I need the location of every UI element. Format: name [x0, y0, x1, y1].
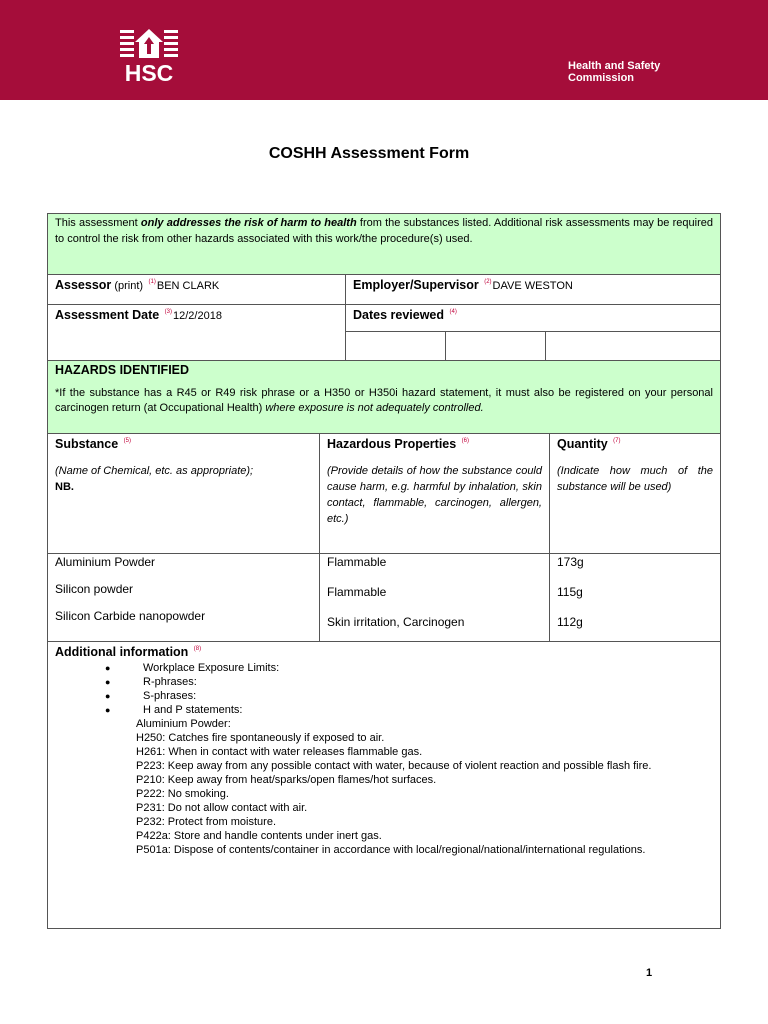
hazards-row	[48, 361, 720, 434]
statement-line: H261: When in contact with water releases flammable gas.	[136, 746, 423, 758]
substance-quantity: 115g	[557, 585, 583, 599]
additional-info-marker: (8)	[193, 645, 202, 652]
org-name-line1: Health and Safety	[568, 60, 661, 72]
properties-header	[320, 434, 550, 553]
substance-label: Substance	[55, 437, 119, 451]
page-title: COSHH Assessment Form	[268, 145, 470, 162]
bullet-icon: ●	[105, 677, 111, 687]
review-date-2[interactable]	[446, 332, 546, 360]
assessment-date-field[interactable]	[48, 305, 346, 360]
review-date-1[interactable]	[346, 332, 446, 360]
substance-hint: (Name of Chemical, etc. as appropriate);	[55, 465, 254, 477]
intro-row	[48, 214, 720, 275]
employer-marker: (2)	[484, 278, 492, 285]
substance-quantity: 173g	[557, 555, 584, 569]
hazards-note	[48, 377, 720, 419]
assessment-date-value: 12/2/2018	[173, 310, 222, 322]
list-item: ● H and P statements:	[105, 704, 243, 716]
assessor-value: BEN CLARK	[156, 280, 220, 292]
substance-name: Silicon powder	[55, 582, 134, 596]
list-item: ● S-phrases:	[105, 690, 197, 702]
hazards-note-main: *If the substance has a R45 or R49 risk phrase or a H350 or H350i hazard statement, it must also be registered on your personal carcinogen return (at Occupational Health)	[55, 387, 713, 414]
statement-line: P223: Keep away from any possible contact with water, because of violent reaction and possible flash fire.	[136, 760, 652, 772]
assessment-date-label: Assessment Date	[55, 308, 160, 322]
statement-line: Aluminium Powder:	[136, 718, 231, 730]
quantity-header	[550, 434, 720, 553]
statement-line: P422a: Store and handle contents under inert gas.	[136, 830, 382, 842]
statement-line: P501a: Dispose of contents/container in accordance with local/regional/national/international regulations.	[136, 844, 646, 856]
assessment-date-marker: (3)	[164, 308, 173, 315]
assessor-label: Assessor	[55, 278, 112, 292]
substance-quantity: 112g	[557, 615, 583, 629]
substance-nb: NB.	[55, 481, 74, 493]
organization-name	[568, 60, 688, 84]
h-p-statements	[55, 717, 720, 857]
substance-header	[48, 434, 320, 553]
dates-reviewed-label: Dates reviewed	[353, 308, 445, 322]
dates-reviewed-marker: (4)	[449, 308, 457, 315]
statement-line: H250: Catches fire spontaneously if exposed to air.	[136, 732, 385, 744]
additional-info-label: Additional information	[55, 645, 189, 659]
hazards-title: HAZARDS IDENTIFIED	[55, 363, 190, 377]
quantity-hint: (Indicate how much of the substance will be used)	[557, 465, 713, 493]
list-item: ● Workplace Exposure Limits:	[105, 662, 280, 674]
bullet-icon: ●	[105, 663, 111, 673]
intro-text-2: from the substances listed. Additional risk assessments may be required to control the risk from other hazards associated with this work/the procedure(s) used.	[55, 217, 713, 245]
logo-text: HSC	[124, 60, 174, 86]
substance-name: Aluminium Powder	[55, 555, 156, 569]
statement-line: P231: Do not allow contact with air.	[136, 802, 308, 814]
bullet-icon: ●	[105, 705, 111, 715]
assessor-row	[48, 275, 720, 305]
substance-properties[interactable]	[320, 554, 550, 641]
statement-line: P222: No smoking.	[136, 788, 229, 800]
org-name-line2: Commission	[568, 72, 635, 84]
assessor-field[interactable]	[48, 275, 346, 304]
employer-label: Employer/Supervisor	[353, 278, 479, 292]
list-item: ● R-phrases:	[105, 676, 197, 688]
review-date-3[interactable]	[546, 332, 720, 360]
hazards-note-italic: where exposure is not adequately controlled.	[265, 402, 484, 414]
dates-reviewed-section	[346, 305, 720, 360]
dates-row	[48, 305, 720, 361]
substance-names[interactable]	[48, 554, 320, 641]
additional-info-row[interactable]	[48, 642, 720, 928]
employer-value: DAVE WESTON	[492, 280, 573, 292]
substance-property: Flammable	[327, 585, 387, 599]
header-banner	[0, 0, 768, 100]
properties-marker: (6)	[461, 437, 470, 444]
bullet-icon: ●	[105, 691, 111, 701]
quantity-marker: (7)	[613, 437, 621, 444]
additional-info-list	[55, 661, 720, 717]
intro-emphasis: only addresses the risk of harm to health	[140, 217, 357, 229]
substances-row	[48, 554, 720, 642]
assessor-marker: (1)	[148, 278, 156, 285]
coshh-form	[47, 213, 721, 929]
properties-label: Hazardous Properties	[327, 437, 457, 451]
substance-marker: (5)	[123, 437, 132, 444]
substance-property: Skin irritation, Carcinogen	[327, 615, 465, 629]
intro-text-1: This assessment	[55, 217, 141, 229]
assessor-label-suffix: (print)	[111, 280, 144, 292]
properties-hint: (Provide details of how the substance could cause harm, e.g. harmful by inhalation, skin contact, flammable, carcinogen, allergen, etc.)	[327, 465, 542, 525]
substance-property: Flammable	[327, 555, 387, 569]
employer-field[interactable]	[346, 275, 720, 304]
statement-line: P210: Keep away from heat/sparks/open flames/hot surfaces.	[136, 774, 437, 786]
columns-header-row	[48, 434, 720, 554]
substance-name: Silicon Carbide nanopowder	[55, 609, 206, 623]
page-number: 1	[646, 967, 653, 979]
statement-line: P232: Protect from moisture.	[136, 816, 276, 828]
substance-quantities[interactable]	[550, 554, 720, 641]
quantity-label: Quantity	[557, 437, 608, 451]
